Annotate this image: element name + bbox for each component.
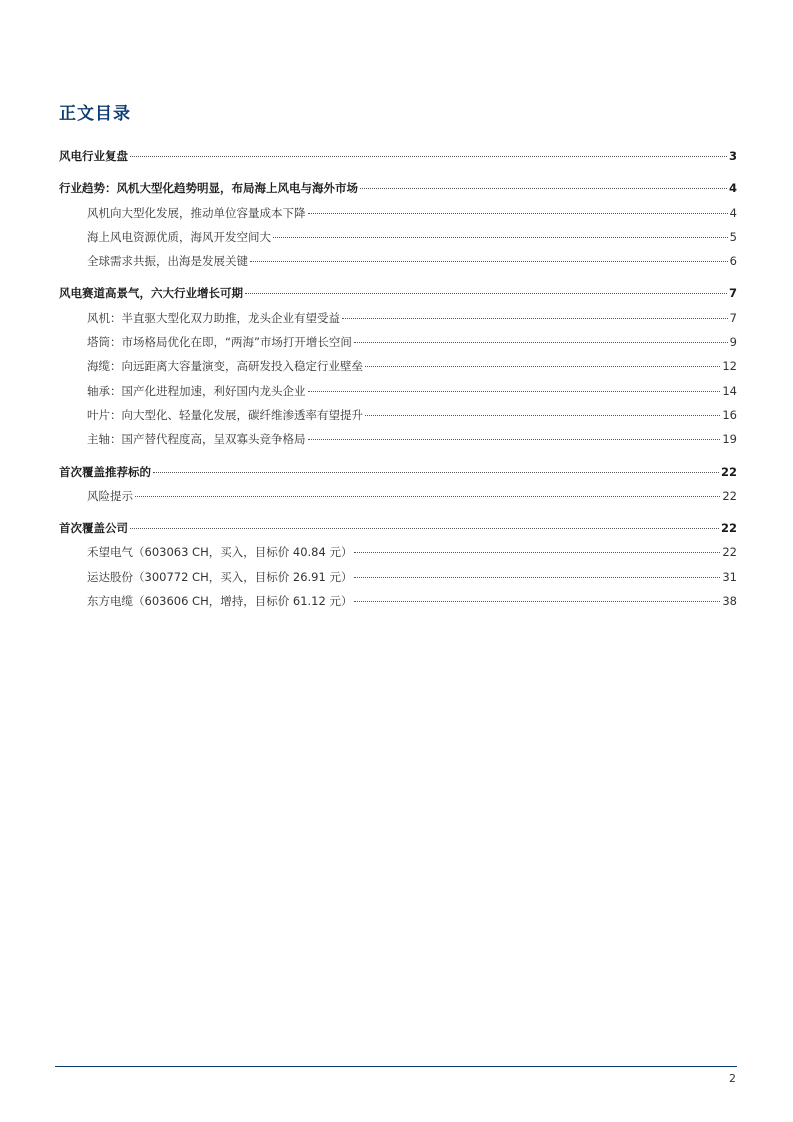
toc-entry-title: 海缆：向远距离大容量演变，高研发投入稳定行业壁垒 (87, 359, 363, 374)
toc-entry-title: 运达股份（300772 CH，买入，目标价 26.91 元） (87, 569, 353, 584)
dot-leader (360, 187, 727, 189)
dot-leader (130, 527, 719, 529)
dot-leader (365, 365, 720, 367)
dot-leader (354, 600, 720, 602)
dot-leader (153, 471, 719, 473)
toc-entry-title: 首次覆盖公司 (59, 521, 128, 536)
toc-section (59, 516, 737, 613)
toc-entry-level2[interactable] (59, 330, 737, 354)
toc-entry-level1[interactable] (59, 144, 737, 168)
toc-entry-level2[interactable] (59, 540, 737, 564)
toc-entry-title: 行业趋势：风机大型化趋势明显，布局海上风电与海外市场 (59, 181, 358, 196)
toc-section (59, 144, 737, 168)
toc-entry-title: 塔筒：市场格局优化在即，“两海”市场打开增长空间 (87, 335, 352, 350)
toc-entry-page: 31 (722, 569, 737, 584)
toc-entry-title: 轴承：国产化进程加速，利好国内龙头企业 (87, 383, 306, 398)
toc-entry-level2[interactable] (59, 403, 737, 427)
toc-entry-level1[interactable] (59, 516, 737, 540)
toc-entry-title: 首次覆盖推荐标的 (59, 464, 151, 479)
toc-entry-page: 14 (722, 383, 737, 398)
toc-entry-level2[interactable] (59, 249, 737, 273)
dot-leader (245, 292, 727, 294)
toc-entry-title: 风电行业复盘 (59, 149, 128, 163)
toc-entry-page: 4 (728, 181, 737, 196)
dot-leader (308, 212, 728, 214)
toc-entry-level2[interactable] (59, 589, 737, 613)
toc-entry-title: 风险提示 (87, 488, 133, 503)
page-number: 2 (729, 1072, 736, 1085)
toc-entry-level2[interactable] (59, 427, 737, 451)
toc-entry-title: 全球需求共振，出海是发展关键 (87, 254, 248, 269)
dot-leader (308, 390, 721, 392)
toc-entry-level2[interactable] (59, 565, 737, 589)
toc-entry-title: 风机：半直驱大型化双力助推，龙头企业有望受益 (87, 310, 340, 325)
toc-entry-page: 22 (720, 464, 737, 479)
toc-entry-level2[interactable] (59, 201, 737, 225)
toc-entry-title: 海上风电资源优质，海风开发空间大 (87, 229, 271, 244)
toc-entry-page: 22 (720, 521, 737, 536)
toc-entry-level1[interactable] (59, 460, 737, 484)
toc-entry-page: 12 (722, 359, 737, 374)
dot-leader (354, 551, 720, 553)
toc-entry-title: 禾望电气（603063 CH，买入，目标价 40.84 元） (87, 545, 353, 560)
toc-section (59, 281, 737, 451)
dot-leader (273, 236, 728, 238)
dot-leader (342, 317, 728, 319)
toc-entry-title: 叶片：向大型化、轻量化发展，碳纤维渗透率有望提升 (87, 407, 363, 422)
toc-entry-page: 7 (728, 286, 737, 301)
toc-entry-level2[interactable] (59, 306, 737, 330)
toc-entry-page: 38 (722, 594, 737, 609)
toc-entry-level2[interactable] (59, 379, 737, 403)
toc-entry-level2[interactable] (59, 225, 737, 249)
toc-entry-page: 6 (729, 254, 737, 269)
toc-entry-level1[interactable] (59, 176, 737, 200)
toc-title: 正文目录 (59, 104, 131, 124)
toc-entry-title: 风电赛道高景气，六大行业增长可期 (59, 286, 243, 301)
toc-entry-page: 22 (722, 488, 737, 503)
dot-leader (354, 576, 720, 578)
toc-entry-page: 5 (729, 229, 737, 244)
toc-entry-page: 19 (722, 432, 737, 447)
toc-entry-title: 主轴：国产替代程度高，呈双寡头竞争格局 (87, 432, 306, 447)
dot-leader (308, 438, 721, 440)
table-of-contents (59, 144, 737, 621)
toc-entry-page: 4 (729, 205, 737, 220)
toc-entry-level2[interactable] (59, 354, 737, 378)
dot-leader (365, 414, 720, 416)
toc-entry-title: 东方电缆（603606 CH，增持，目标价 61.12 元） (87, 594, 353, 609)
dot-leader (130, 155, 727, 157)
footer-rule (55, 1066, 737, 1067)
toc-entry-page: 7 (729, 310, 737, 325)
toc-entry-page: 9 (729, 335, 737, 350)
toc-entry-level2[interactable] (59, 484, 737, 508)
dot-leader (250, 260, 728, 262)
toc-entry-page: 3 (728, 149, 737, 163)
toc-section (59, 176, 737, 273)
toc-entry-page: 16 (722, 407, 737, 422)
toc-entry-level1[interactable] (59, 281, 737, 305)
dot-leader (354, 341, 728, 343)
toc-section (59, 460, 737, 509)
toc-entry-page: 22 (722, 545, 737, 560)
toc-entry-title: 风机向大型化发展，推动单位容量成本下降 (87, 205, 306, 220)
dot-leader (135, 495, 720, 497)
